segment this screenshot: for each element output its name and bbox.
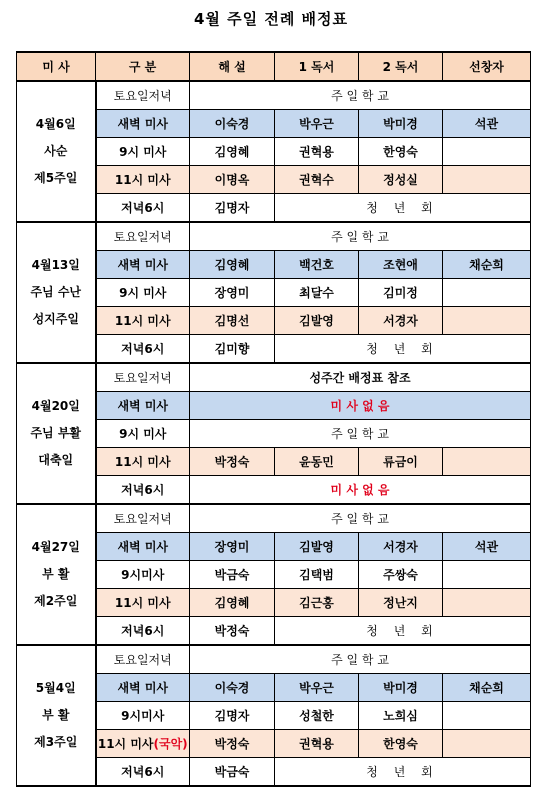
commentary-name: 장영미 — [190, 279, 275, 307]
reading1-name: 김택범 — [275, 561, 359, 589]
commentary-name: 김영혜 — [190, 138, 275, 166]
cantor-name — [443, 730, 531, 758]
cantor-name — [443, 138, 531, 166]
mass-type-label: 9시미사 — [121, 568, 165, 582]
commentary-name: 박정숙 — [190, 617, 275, 646]
date-cell — [17, 645, 96, 786]
date-line: 부 활 — [42, 708, 70, 722]
reading1-name: 백건호 — [275, 251, 359, 279]
no-mass-notice: 미 사 없 음 — [190, 392, 531, 420]
mass-type — [96, 392, 190, 420]
date-line: 사순 — [44, 144, 68, 158]
mass-type — [96, 448, 190, 476]
reading1-name: 김근홍 — [275, 589, 359, 617]
table-row — [17, 363, 531, 392]
mass-type-label: 9시 미사 — [119, 286, 167, 300]
mass-type — [96, 166, 190, 194]
date-line: 제3주일 — [34, 735, 78, 749]
commentary-name: 김명자 — [190, 702, 275, 730]
date-line: 성지주일 — [32, 312, 79, 326]
mass-type — [96, 504, 190, 533]
mass-type-label: 토요일저녁 — [113, 230, 172, 244]
commentary-name: 박정숙 — [190, 730, 275, 758]
date-cell — [17, 363, 96, 504]
mass-type — [96, 589, 190, 617]
mass-type — [96, 363, 190, 392]
mass-type-label: 9시미사 — [121, 709, 165, 723]
mass-type — [96, 335, 190, 364]
mass-type — [96, 758, 190, 787]
header-reading-2: 2 독서 — [359, 52, 443, 81]
reading1-name: 성철한 — [275, 702, 359, 730]
mass-type — [96, 617, 190, 646]
cantor-name: 채순희 — [443, 674, 531, 702]
schedule-table — [16, 51, 531, 787]
span-note: 주 일 학 교 — [190, 645, 531, 674]
commentary-name: 이숙경 — [190, 674, 275, 702]
reading1-name: 권혁용 — [275, 138, 359, 166]
reading2-name: 조현애 — [359, 251, 443, 279]
span-note: 주 일 학 교 — [190, 81, 531, 110]
date-line: 주님 부활 — [30, 426, 82, 440]
reading2-name: 한영숙 — [359, 138, 443, 166]
cantor-name — [443, 307, 531, 335]
group-assignment: 청 년 회 — [275, 194, 531, 223]
commentary-name: 이숙경 — [190, 110, 275, 138]
mass-type-suffix: (국악) — [153, 737, 188, 751]
date-line: 제2주일 — [34, 594, 78, 608]
span-note: 주 일 학 교 — [190, 222, 531, 251]
mass-type — [96, 279, 190, 307]
cantor-name: 석관 — [443, 110, 531, 138]
reading2-name: 정성실 — [359, 166, 443, 194]
cantor-name — [443, 279, 531, 307]
mass-type-label: 토요일저녁 — [113, 512, 172, 526]
date-cell — [17, 81, 96, 222]
date-line: 부 활 — [42, 567, 70, 581]
mass-type — [96, 561, 190, 589]
cantor-name — [443, 702, 531, 730]
reading2-name: 박미경 — [359, 674, 443, 702]
mass-type — [96, 476, 190, 505]
mass-type-label: 저녁6시 — [121, 342, 165, 356]
commentary-name: 박금숙 — [190, 758, 275, 787]
page-title: 4월 주일 전례 배정표 — [193, 10, 349, 28]
date-line: 4월13일 — [31, 258, 80, 272]
mass-type-label: 새벽 미사 — [117, 399, 169, 413]
mass-type — [96, 110, 190, 138]
header-mass: 미 사 — [17, 52, 96, 81]
reading1-name: 최달수 — [275, 279, 359, 307]
reading1-name: 권혁수 — [275, 166, 359, 194]
reading2-name: 박미경 — [359, 110, 443, 138]
reading2-name: 한영숙 — [359, 730, 443, 758]
reading2-name: 류금이 — [359, 448, 443, 476]
mass-type-label: 토요일저녁 — [113, 653, 172, 667]
reading1-name: 윤동민 — [275, 448, 359, 476]
cantor-name — [443, 448, 531, 476]
table-row — [17, 645, 531, 674]
mass-type — [96, 222, 190, 251]
mass-type-label: 저녁6시 — [121, 201, 165, 215]
date-line: 4월6일 — [35, 117, 76, 131]
reading2-name: 김미정 — [359, 279, 443, 307]
mass-type-label: 새벽 미사 — [117, 540, 169, 554]
mass-type — [96, 730, 190, 758]
mass-type-label: 11시 미사 — [114, 314, 171, 328]
group-assignment: 청 년 회 — [275, 335, 531, 364]
mass-type-label: 9시 미사 — [119, 427, 167, 441]
no-mass-notice: 미 사 없 음 — [190, 476, 531, 505]
reading2-name: 주쌍숙 — [359, 561, 443, 589]
commentary-name: 박금숙 — [190, 561, 275, 589]
reading1-name: 권혁용 — [275, 730, 359, 758]
mass-type — [96, 251, 190, 279]
mass-type-label: 새벽 미사 — [117, 258, 169, 272]
mass-type — [96, 194, 190, 223]
date-line: 5월4일 — [35, 681, 76, 695]
mass-type-label: 9시 미사 — [119, 145, 167, 159]
date-line: 제5주일 — [34, 171, 78, 185]
mass-type-label: 토요일저녁 — [113, 89, 172, 103]
mass-type — [96, 645, 190, 674]
reading2-name: 정난지 — [359, 589, 443, 617]
mass-type-label: 새벽 미사 — [117, 117, 169, 131]
commentary-name: 이명옥 — [190, 166, 275, 194]
header-category: 구 분 — [96, 52, 190, 81]
reading2-name: 서경자 — [359, 307, 443, 335]
span-note: 주 일 학 교 — [190, 420, 531, 448]
mass-type — [96, 702, 190, 730]
date-line: 4월27일 — [31, 540, 80, 554]
mass-type-label: 토요일저녁 — [113, 371, 172, 385]
table-row — [17, 504, 531, 533]
commentary-name: 김명자 — [190, 194, 275, 223]
commentary-name: 김미향 — [190, 335, 275, 364]
mass-type-label: 저녁6시 — [121, 765, 165, 779]
mass-type — [96, 420, 190, 448]
span-note: 주 일 학 교 — [190, 504, 531, 533]
mass-type-label: 새벽 미사 — [117, 681, 169, 695]
cantor-name — [443, 166, 531, 194]
reading2-name: 노희심 — [359, 702, 443, 730]
span-note: 성주간 배정표 참조 — [190, 363, 531, 392]
commentary-name: 김영혜 — [190, 589, 275, 617]
mass-type-label: 11시 미사 — [114, 455, 171, 469]
commentary-name: 김명선 — [190, 307, 275, 335]
commentary-name: 장영미 — [190, 533, 275, 561]
reading1-name: 김발영 — [275, 307, 359, 335]
header-reading-1: 1 독서 — [275, 52, 359, 81]
group-assignment: 청 년 회 — [275, 617, 531, 646]
cantor-name — [443, 589, 531, 617]
date-line: 대축일 — [38, 453, 74, 467]
reading1-name: 박우근 — [275, 674, 359, 702]
commentary-name: 김영혜 — [190, 251, 275, 279]
reading2-name: 서경자 — [359, 533, 443, 561]
mass-type — [96, 674, 190, 702]
reading1-name: 박우근 — [275, 110, 359, 138]
cantor-name: 석관 — [443, 533, 531, 561]
date-line: 4월20일 — [31, 399, 80, 413]
mass-type — [96, 138, 190, 166]
mass-type-label: 저녁6시 — [121, 624, 165, 638]
mass-type — [96, 533, 190, 561]
mass-type — [96, 307, 190, 335]
reading1-name: 김발영 — [275, 533, 359, 561]
table-row — [17, 222, 531, 251]
date-line: 주님 수난 — [30, 285, 82, 299]
group-assignment: 청 년 회 — [275, 758, 531, 787]
date-cell — [17, 222, 96, 363]
mass-type-label: 11시 미사 — [114, 173, 171, 187]
mass-type-label: 11시 미사 — [114, 596, 171, 610]
commentary-name: 박정숙 — [190, 448, 275, 476]
mass-type-label: 저녁6시 — [121, 483, 165, 497]
mass-type — [96, 81, 190, 110]
header-commentary: 해 설 — [190, 52, 275, 81]
table-row — [17, 81, 531, 110]
cantor-name: 채순희 — [443, 251, 531, 279]
table-header-row — [17, 52, 531, 81]
cantor-name — [443, 561, 531, 589]
header-cantor: 선창자 — [443, 52, 531, 81]
date-cell — [17, 504, 96, 645]
mass-type-label: 11시 미사 — [97, 737, 154, 751]
schedule-body — [17, 81, 531, 786]
